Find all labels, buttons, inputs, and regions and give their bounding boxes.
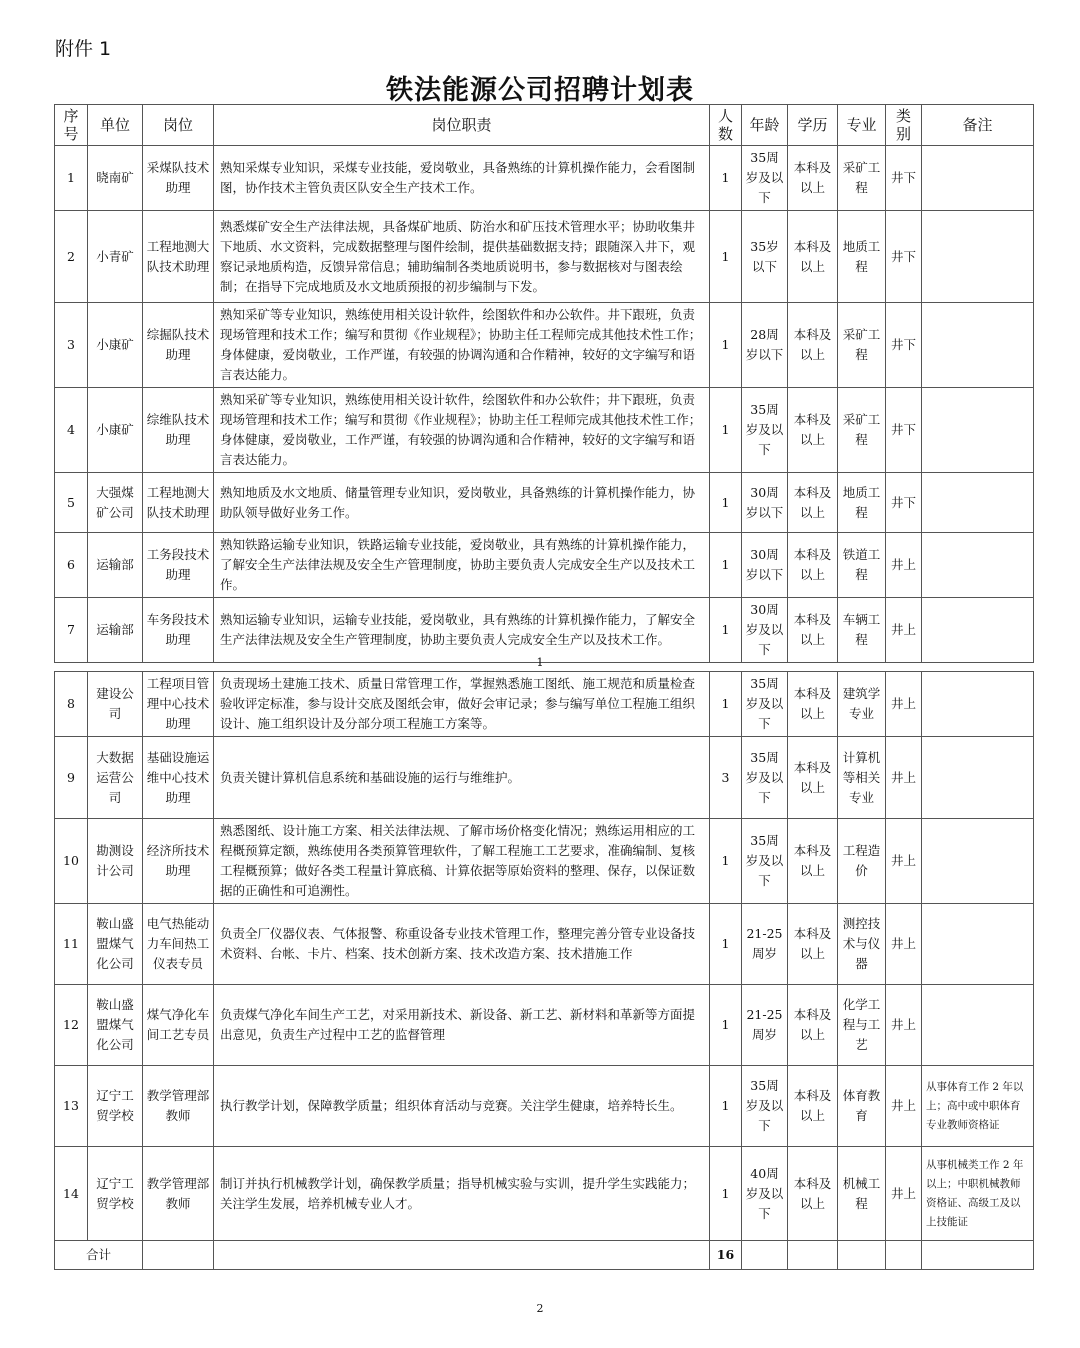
header-age-requirement: 年龄 <box>742 105 788 146</box>
row-number: 9 <box>55 737 88 819</box>
table-row <box>55 1147 1034 1241</box>
age-requirement: 30周岁以下 <box>742 473 788 533</box>
post-duty: 制订并执行机械教学计划，确保教学质量；指导机械实验与实训，提升学生实践能力；关注学生发展，培养机械专业人才。 <box>214 1147 710 1241</box>
major-requirement: 工程造价 <box>838 819 886 904</box>
post-category: 井上 <box>886 672 922 737</box>
table-row <box>55 388 1034 473</box>
unit-name: 勘测设计公司 <box>88 819 143 904</box>
post-name: 采煤队技术助理 <box>143 146 214 211</box>
header-post-name: 岗位 <box>143 105 214 146</box>
education-requirement: 本科及以上 <box>788 388 838 473</box>
unit-name: 运输部 <box>88 533 143 598</box>
row-number: 8 <box>55 672 88 737</box>
post-name: 煤气净化车间工艺专员 <box>143 985 214 1066</box>
education-requirement: 本科及以上 <box>788 819 838 904</box>
major-requirement: 机械工程 <box>838 1147 886 1241</box>
education-requirement: 本科及以上 <box>788 904 838 985</box>
remarks <box>922 598 1034 663</box>
post-name: 工务段技术助理 <box>143 533 214 598</box>
age-requirement: 35周岁及以下 <box>742 146 788 211</box>
age-requirement: 35周岁及以下 <box>742 672 788 737</box>
recruitment-table-page-2 <box>54 671 1034 1270</box>
unit-name: 辽宁工贸学校 <box>88 1066 143 1147</box>
major-requirement: 采矿工程 <box>838 388 886 473</box>
post-duty: 负责全厂仪器仪表、气体报警、称重设备专业技术管理工作，整理完善分管专业设备技术资料、台帐、卡片、档案、技术创新方案、技术改造方案、技术措施工作 <box>214 904 710 985</box>
empty-cell <box>214 1241 710 1270</box>
page-title: 铁法能源公司招聘计划表 <box>386 75 694 106</box>
major-requirement: 测控技术与仪器 <box>838 904 886 985</box>
table-row <box>55 1066 1034 1147</box>
major-requirement: 采矿工程 <box>838 146 886 211</box>
page-number: 1 <box>536 656 544 669</box>
post-duty: 熟知运输专业知识，运输专业技能，爱岗敬业，具有熟练的计算机操作能力，了解安全生产法律法规及安全生产管理制度，协助主要负责人完成安全生产以及技术工作。 <box>214 598 710 663</box>
post-category: 井下 <box>886 211 922 303</box>
header-row-number: 序号 <box>55 105 88 146</box>
row-number: 12 <box>55 985 88 1066</box>
post-name: 综掘队技术助理 <box>143 303 214 388</box>
table-header-row <box>55 105 1034 146</box>
age-requirement: 30周岁及以下 <box>742 598 788 663</box>
post-name: 基础设施运维中心技术助理 <box>143 737 214 819</box>
post-category: 井上 <box>886 819 922 904</box>
age-requirement: 40周岁及以下 <box>742 1147 788 1241</box>
headcount: 1 <box>710 904 742 985</box>
post-duty: 熟知采矿等专业知识，熟练使用相关设计软件，绘图软件和办公软件；井下跟班，负责现场管理和技术工作；编写和贯彻《作业规程》；协助主任工程师完成其他技术性工作；身体健康，爱岗敬业，工作严谨，有较强的协调沟通和合作精神，较好的文字编写和语言表达能力。 <box>214 388 710 473</box>
header-remarks: 备注 <box>922 105 1034 146</box>
age-requirement: 21-25周岁 <box>742 985 788 1066</box>
post-category: 井上 <box>886 533 922 598</box>
row-number: 4 <box>55 388 88 473</box>
age-requirement: 21-25周岁 <box>742 904 788 985</box>
education-requirement: 本科及以上 <box>788 672 838 737</box>
education-requirement: 本科及以上 <box>788 473 838 533</box>
remarks: 从事体育工作 2 年以上；高中或中职体育专业教师资格证 <box>922 1066 1034 1147</box>
header-post-category: 类别 <box>886 105 922 146</box>
post-duty: 执行教学计划，保障教学质量；组织体育活动与竞赛。关注学生健康，培养特长生。 <box>214 1066 710 1147</box>
headcount: 1 <box>710 598 742 663</box>
unit-name: 小康矿 <box>88 303 143 388</box>
education-requirement: 本科及以上 <box>788 1066 838 1147</box>
total-row <box>55 1241 1034 1270</box>
table-row <box>55 211 1034 303</box>
post-category: 井上 <box>886 1066 922 1147</box>
header-post-duty: 岗位职责 <box>214 105 710 146</box>
header-education-requirement: 学历 <box>788 105 838 146</box>
post-category: 井上 <box>886 737 922 819</box>
row-number: 11 <box>55 904 88 985</box>
post-category: 井下 <box>886 303 922 388</box>
headcount: 1 <box>710 533 742 598</box>
post-duty: 熟知采矿等专业知识，熟练使用相关设计软件，绘图软件和办公软件。井下跟班，负责现场管理和技术工作；编写和贯彻《作业规程》；协助主任工程师完成其他技术性工作；身体健康，爱岗敬业，工作严谨，有较强的协调沟通和合作精神，较好的文字编写和语言表达能力。 <box>214 303 710 388</box>
row-number: 5 <box>55 473 88 533</box>
header-headcount: 人数 <box>710 105 742 146</box>
remarks <box>922 146 1034 211</box>
row-number: 10 <box>55 819 88 904</box>
unit-name: 小康矿 <box>88 388 143 473</box>
unit-name: 小青矿 <box>88 211 143 303</box>
education-requirement: 本科及以上 <box>788 985 838 1066</box>
post-name: 工程地测大队技术助理 <box>143 211 214 303</box>
remarks <box>922 211 1034 303</box>
table-row <box>55 819 1034 904</box>
empty-cell <box>143 1241 214 1270</box>
empty-cell <box>742 1241 788 1270</box>
headcount: 1 <box>710 985 742 1066</box>
row-number: 3 <box>55 303 88 388</box>
header-unit-name: 单位 <box>88 105 143 146</box>
post-duty: 负责煤气净化车间生产工艺，对采用新技术、新设备、新工艺、新材料和革新等方面提出意见，负责生产过程中工艺的监督管理 <box>214 985 710 1066</box>
table-row <box>55 303 1034 388</box>
remarks <box>922 985 1034 1066</box>
table-row <box>55 598 1034 663</box>
remarks <box>922 533 1034 598</box>
post-name: 教学管理部教师 <box>143 1147 214 1241</box>
unit-name: 大数据运营公司 <box>88 737 143 819</box>
table-row <box>55 473 1034 533</box>
age-requirement: 28周岁以下 <box>742 303 788 388</box>
post-name: 综维队技术助理 <box>143 388 214 473</box>
unit-name: 建设公司 <box>88 672 143 737</box>
recruitment-table-page-1 <box>54 104 1034 663</box>
post-name: 工程地测大队技术助理 <box>143 473 214 533</box>
table-row <box>55 737 1034 819</box>
age-requirement: 35周岁及以下 <box>742 737 788 819</box>
major-requirement: 采矿工程 <box>838 303 886 388</box>
post-category: 井下 <box>886 146 922 211</box>
post-name: 车务段技术助理 <box>143 598 214 663</box>
row-number: 1 <box>55 146 88 211</box>
education-requirement: 本科及以上 <box>788 1147 838 1241</box>
major-requirement: 铁道工程 <box>838 533 886 598</box>
remarks: 从事机械类工作 2 年以上；中职机械教师资格证、高级工及以上技能证 <box>922 1147 1034 1241</box>
education-requirement: 本科及以上 <box>788 533 838 598</box>
unit-name: 大强煤矿公司 <box>88 473 143 533</box>
remarks <box>922 904 1034 985</box>
education-requirement: 本科及以上 <box>788 737 838 819</box>
major-requirement: 体育教育 <box>838 1066 886 1147</box>
total-headcount: 16 <box>710 1241 742 1270</box>
row-number: 6 <box>55 533 88 598</box>
major-requirement: 地质工程 <box>838 473 886 533</box>
remarks <box>922 388 1034 473</box>
empty-cell <box>788 1241 838 1270</box>
remarks <box>922 819 1034 904</box>
age-requirement: 35周岁及以下 <box>742 1066 788 1147</box>
row-number: 13 <box>55 1066 88 1147</box>
age-requirement: 35周岁及以下 <box>742 388 788 473</box>
age-requirement: 35周岁及以下 <box>742 819 788 904</box>
post-duty: 熟悉图纸、设计施工方案、相关法律法规、了解市场价格变化情况；熟练运用相应的工程概预算定额，熟练使用各类预算管理软件，了解工程施工工艺要求，准确编制、复核工程概预算；做好各类工程量计算底稿、计算依据等原始资料的整理、保存，以保证数据的正确性和可追溯性。 <box>214 819 710 904</box>
post-duty: 熟悉煤矿安全生产法律法规，具备煤矿地质、防治水和矿压技术管理水平；协助收集井下地质、水文资料，完成数据整理与图件绘制，提供基础数据支持；跟随深入井下，观察记录地质构造，反馈异常信息；辅助编制各类地质说明书，参与数据核对与图表绘制；在指导下完成地质及水文地质预报的初步编制与下发。 <box>214 211 710 303</box>
table-row <box>55 146 1034 211</box>
headcount: 1 <box>710 1147 742 1241</box>
headcount: 1 <box>710 819 742 904</box>
headcount: 1 <box>710 303 742 388</box>
table-row <box>55 533 1034 598</box>
post-duty: 熟知地质及水文地质、储量管理专业知识，爱岗敬业，具备熟练的计算机操作能力，协助队领导做好业务工作。 <box>214 473 710 533</box>
post-category: 井上 <box>886 904 922 985</box>
remarks <box>922 303 1034 388</box>
header-major-requirement: 专业 <box>838 105 886 146</box>
education-requirement: 本科及以上 <box>788 303 838 388</box>
empty-cell <box>886 1241 922 1270</box>
post-category: 井下 <box>886 473 922 533</box>
headcount: 1 <box>710 146 742 211</box>
headcount: 1 <box>710 211 742 303</box>
table-row <box>55 985 1034 1066</box>
post-duty: 负责关键计算机信息系统和基础设施的运行与维维护。 <box>214 737 710 819</box>
post-name: 电气热能动力车间热工仪表专员 <box>143 904 214 985</box>
major-requirement: 建筑学专业 <box>838 672 886 737</box>
education-requirement: 本科及以上 <box>788 146 838 211</box>
post-duty: 熟知铁路运输专业知识，铁路运输专业技能，爱岗敬业，具有熟练的计算机操作能力，了解安全生产法律法规及安全生产管理制度，协助主要负责人完成安全生产以及技术工作。 <box>214 533 710 598</box>
post-category: 井下 <box>886 388 922 473</box>
major-requirement: 计算机等相关专业 <box>838 737 886 819</box>
unit-name: 辽宁工贸学校 <box>88 1147 143 1241</box>
headcount: 3 <box>710 737 742 819</box>
headcount: 1 <box>710 1066 742 1147</box>
unit-name: 运输部 <box>88 598 143 663</box>
post-duty: 熟知采煤专业知识，采煤专业技能，爱岗敬业，具备熟练的计算机操作能力，会看图制图，协作技术主管负责区队安全生产技术工作。 <box>214 146 710 211</box>
table-row <box>55 904 1034 985</box>
education-requirement: 本科及以上 <box>788 598 838 663</box>
empty-cell <box>922 1241 1034 1270</box>
remarks <box>922 672 1034 737</box>
major-requirement: 车辆工程 <box>838 598 886 663</box>
empty-cell <box>838 1241 886 1270</box>
post-category: 井上 <box>886 985 922 1066</box>
total-label: 合计 <box>55 1241 143 1270</box>
age-requirement: 35岁以下 <box>742 211 788 303</box>
age-requirement: 30周岁以下 <box>742 533 788 598</box>
unit-name: 鞍山盛盟煤气化公司 <box>88 904 143 985</box>
unit-name: 鞍山盛盟煤气化公司 <box>88 985 143 1066</box>
post-name: 经济所技术助理 <box>143 819 214 904</box>
headcount: 1 <box>710 473 742 533</box>
attachment-label: 附件 1 <box>55 38 112 60</box>
major-requirement: 化学工程与工艺 <box>838 985 886 1066</box>
post-name: 教学管理部教师 <box>143 1066 214 1147</box>
remarks <box>922 737 1034 819</box>
row-number: 2 <box>55 211 88 303</box>
post-name: 工程项目管理中心技术助理 <box>143 672 214 737</box>
headcount: 1 <box>710 672 742 737</box>
post-category: 井上 <box>886 598 922 663</box>
page-number: 2 <box>536 1302 544 1315</box>
post-category: 井上 <box>886 1147 922 1241</box>
row-number: 7 <box>55 598 88 663</box>
table-row <box>55 672 1034 737</box>
unit-name: 晓南矿 <box>88 146 143 211</box>
row-number: 14 <box>55 1147 88 1241</box>
remarks <box>922 473 1034 533</box>
education-requirement: 本科及以上 <box>788 211 838 303</box>
headcount: 1 <box>710 388 742 473</box>
post-duty: 负责现场土建施工技术、质量日常管理工作，掌握熟悉施工图纸、施工规范和质量检查验收评定标准，参与设计交底及图纸会审，做好会审记录；参与编写单位工程施工组织设计、施工组织设计及分部分项工程施工方案等。 <box>214 672 710 737</box>
major-requirement: 地质工程 <box>838 211 886 303</box>
